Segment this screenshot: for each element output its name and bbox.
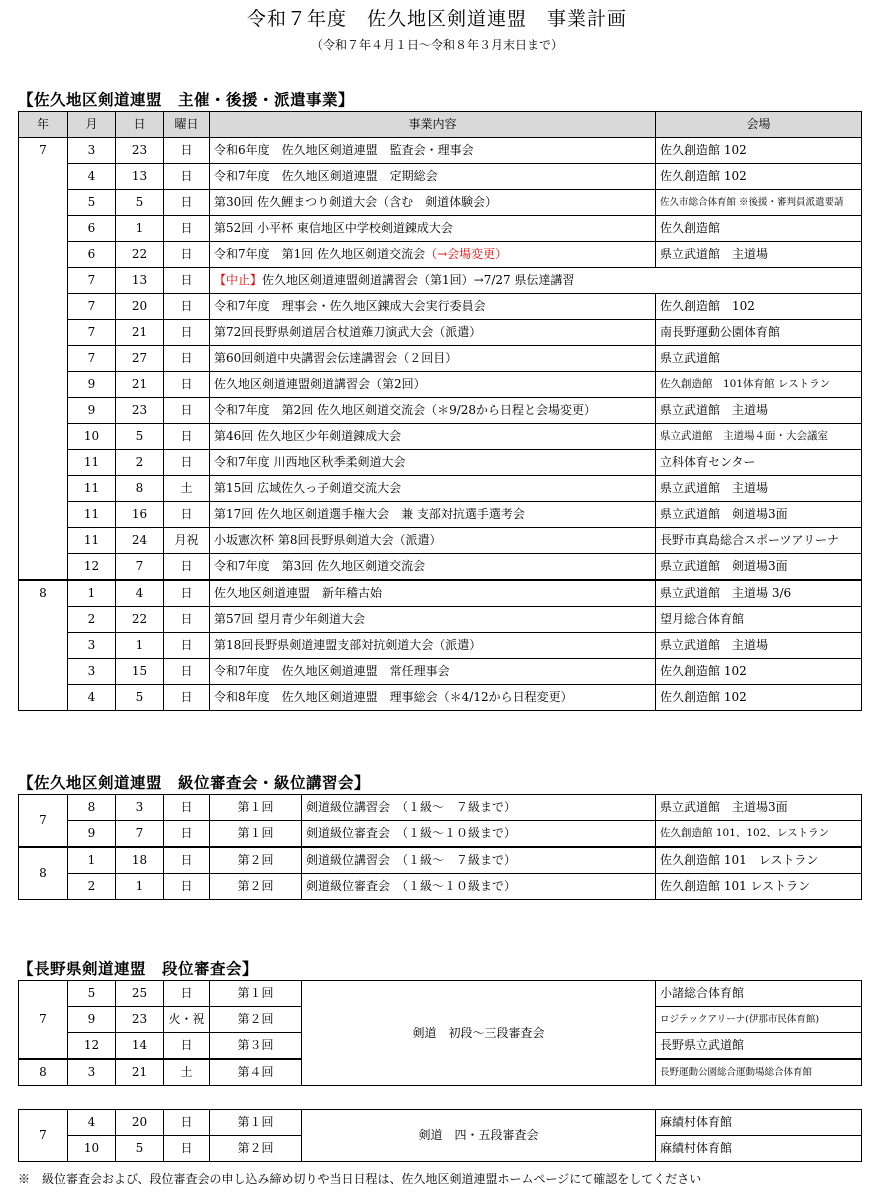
session-cell: 第２回 [210,1136,302,1162]
weekday-cell: 日 [164,398,210,424]
weekday-cell: 日 [164,1110,210,1136]
day-cell: 4 [116,580,164,607]
month-cell: 10 [68,1136,116,1162]
table-row [19,216,862,242]
day-cell: 22 [116,607,164,633]
day-cell: 23 [116,138,164,164]
day-cell: 13 [116,164,164,190]
content-text: 令和8年度 佐久地区剣道連盟 理事総会（＊4/12から日程変更） [214,690,573,704]
table-row [19,268,862,294]
month-cell: 3 [68,138,116,164]
content-cell [210,528,656,554]
footnote: ※ 級位審査会および、段位審査会の申し込み締め切りや当日日程は、佐久地区剣道連盟ホームページにて確認をしてください [18,1172,702,1186]
month-cell: 8 [68,795,116,821]
year-cell: 8 [19,1059,68,1086]
day-cell: 1 [116,633,164,659]
month-cell: 4 [68,1110,116,1136]
month-cell: 7 [68,320,116,346]
content-cell [210,164,656,190]
year-cell: 7 [19,138,68,581]
weekday-cell: 日 [164,450,210,476]
content-text: 令和6年度 佐久地区剣道連盟 監査会・理事会 [214,143,474,157]
content-text: 令和7年度 第2回 佐久地区剣道交流会（＊9/28から日程と会場変更） [214,403,597,417]
weekday-cell: 土 [164,1059,210,1086]
venue-cell: 佐久市総合体育館 ※後援・審判員派遣要請 [656,190,862,216]
content-text: 佐久地区剣道連盟剣道講習会（第1回）→7/27 県伝達講習 [262,273,575,287]
weekday-cell: 日 [164,138,210,164]
venue-cell: 佐久創造館 102 [656,138,862,164]
page-title: 令和７年度 佐久地区剣道連盟 事業計画 [246,8,627,30]
month-cell: 3 [68,1059,116,1086]
venue-cell: 麻績村体育館 [656,1136,862,1162]
content-text: 小坂憲次杯 第8回長野県剣道大会（派遣） [214,533,442,547]
venue-cell: 県立武道館 剣道場3面 [656,554,862,581]
month-cell: 5 [68,981,116,1007]
month-cell: 11 [68,476,116,502]
events-table [18,111,862,711]
header-venue: 会場 [656,112,862,138]
content-cell [210,294,656,320]
venue-cell: 佐久創造館 101 レストラン [656,847,862,874]
content-cell [210,268,862,294]
month-cell: 11 [68,502,116,528]
venue-cell: 県立武道館 [656,346,862,372]
month-cell: 3 [68,659,116,685]
weekday-cell: 日 [164,346,210,372]
venue-cell: 県立武道館 主道場 [656,398,862,424]
page-subtitle: （令和７年４月１日～令和８年３月末日まで） [310,38,563,52]
month-cell: 7 [68,346,116,372]
table-row [19,320,862,346]
session-cell: 第３回 [210,1033,302,1060]
venue-cell: 佐久創造館 102 [656,164,862,190]
day-cell: 25 [116,981,164,1007]
day-cell: 27 [116,346,164,372]
venue-cell: 県立武道館 主道場４面・大会議室 [656,424,862,450]
section2-title: 【佐久地区剣道連盟 級位審査会・級位講習会】 [18,773,371,792]
section3-title: 【長野県剣道連盟 段位審査会】 [18,959,259,978]
month-cell: 11 [68,450,116,476]
table-row [19,164,862,190]
venue-cell: ロジテックアリーナ(伊那市民体育館) [656,1007,862,1033]
month-cell: 9 [68,1007,116,1033]
month-cell: 12 [68,1033,116,1060]
day-cell: 16 [116,502,164,528]
table-row [19,372,862,398]
venue-cell: 佐久創造館 [656,216,862,242]
content-text: 第17回 佐久地区剣道選手権大会 兼 支部対抗選手選考会 [214,507,525,521]
content-text: 佐久地区剣道連盟剣道講習会（第2回） [214,377,426,391]
venue-cell: 佐久創造館 102 [656,685,862,711]
month-cell: 2 [68,874,116,900]
table-row [19,346,862,372]
weekday-cell: 日 [164,659,210,685]
venue-cell: 長野市真島総合スポーツアリーナ [656,528,862,554]
content-cell [210,138,656,164]
day-cell: 7 [116,821,164,848]
weekday-cell: 日 [164,981,210,1007]
day-cell: 8 [116,476,164,502]
weekday-cell: 月祝 [164,528,210,554]
year-cell: 7 [19,1110,68,1162]
month-cell: 12 [68,554,116,581]
month-cell: 11 [68,528,116,554]
content-text: 佐久地区剣道連盟 新年稽古始 [214,586,383,600]
day-cell: 23 [116,1007,164,1033]
day-cell: 23 [116,398,164,424]
content-cell [210,633,656,659]
content-cell [210,685,656,711]
weekday-cell: 日 [164,320,210,346]
content-text: 令和7年度 第1回 佐久地区剣道交流会 [214,247,426,261]
content-cell [210,242,656,268]
table-row [19,847,862,874]
table-row [19,502,862,528]
day-cell: 15 [116,659,164,685]
table-row [19,795,862,821]
venue-cell: 立科体育センター [656,450,862,476]
content-text: 令和7年度 川西地区秋季柔剣道大会 [214,455,406,469]
table-row [19,190,862,216]
month-cell: 2 [68,607,116,633]
table-row [19,554,862,581]
weekday-cell: 日 [164,685,210,711]
table-row [19,476,862,502]
venue-cell: 南長野運動公園体育館 [656,320,862,346]
content-text: 令和7年度 理事会・佐久地区錬成大会実行委員会 [214,299,486,313]
month-cell: 1 [68,580,116,607]
venue-cell: 県立武道館 主道場3面 [656,795,862,821]
weekday-cell: 土 [164,476,210,502]
table-row [19,1110,862,1136]
weekday-cell: 日 [164,1033,210,1060]
venue-cell: 県立武道館 剣道場3面 [656,502,862,528]
weekday-cell: 日 [164,372,210,398]
weekday-cell: 日 [164,242,210,268]
session-cell: 第４回 [210,1059,302,1086]
year-cell: 8 [19,580,68,711]
day-cell: 3 [116,795,164,821]
weekday-cell: 日 [164,607,210,633]
table-row [19,242,862,268]
month-cell: 1 [68,847,116,874]
content-cell: 剣道級位講習会 （１級～ ７級まで） [302,847,656,874]
venue-cell: 佐久創造館 102 [656,659,862,685]
content-cell [210,398,656,424]
content-cell: 剣道 初段～三段審査会 [302,981,656,1086]
session-cell: 第２回 [210,847,302,874]
content-cell [210,320,656,346]
day-cell: 5 [116,1136,164,1162]
venue-cell: 佐久創造館 101体育館 レストラン [656,372,862,398]
table-row [19,450,862,476]
table-row [19,981,862,1007]
content-cell: 剣道 四・五段審査会 [302,1110,656,1162]
content-text: 第60回剣道中央講習会伝達講習会（２回目） [214,351,458,365]
month-cell: 9 [68,398,116,424]
session-cell: 第１回 [210,1110,302,1136]
weekday-cell: 日 [164,424,210,450]
day-cell: 21 [116,372,164,398]
table-row [19,659,862,685]
day-cell: 22 [116,242,164,268]
weekday-cell: 日 [164,821,210,848]
content-cell: 剣道級位審査会 （１級～１０級まで） [302,874,656,900]
weekday-cell: 日 [164,847,210,874]
venue-cell: 望月総合体育館 [656,607,862,633]
day-cell: 14 [116,1033,164,1060]
content-text: 令和7年度 佐久地区剣道連盟 定期総会 [214,169,438,183]
weekday-cell: 日 [164,580,210,607]
weekday-cell: 日 [164,268,210,294]
content-text: 第15回 広域佐久っ子剣道交流大会 [214,481,402,495]
weekday-cell: 日 [164,554,210,581]
weekday-cell: 日 [164,1136,210,1162]
table-row [19,294,862,320]
weekday-cell: 日 [164,633,210,659]
year-cell: 7 [19,981,68,1060]
table-row [19,580,862,607]
month-cell: 9 [68,372,116,398]
content-cell [210,476,656,502]
weekday-cell: 日 [164,164,210,190]
weekday-cell: 日 [164,502,210,528]
day-cell: 2 [116,450,164,476]
venue-cell: 麻績村体育館 [656,1110,862,1136]
table-row [19,607,862,633]
month-cell: 6 [68,216,116,242]
venue-cell: 小諸総合体育館 [656,981,862,1007]
weekday-cell: 日 [164,216,210,242]
venue-cell: 佐久創造館 102 [656,294,862,320]
dan-exam-table-2 [18,1109,862,1162]
venue-cell: 県立武道館 主道場 [656,633,862,659]
section1-title: 【佐久地区剣道連盟 主催・後援・派遣事業】 [18,90,355,109]
header-day: 日 [116,112,164,138]
day-cell: 18 [116,847,164,874]
year-cell: 8 [19,847,68,900]
table-row [19,874,862,900]
header-content: 事業内容 [210,112,656,138]
content-text: 第30回 佐久鯉まつり剣道大会（含む 剣道体験会） [214,195,498,209]
table-row [19,398,862,424]
header-month: 月 [68,112,116,138]
content-cell [210,580,656,607]
month-cell: 10 [68,424,116,450]
month-cell: 3 [68,633,116,659]
venue-cell: 県立武道館 主道場 [656,476,862,502]
table-row [19,138,862,164]
month-cell: 6 [68,242,116,268]
content-text: 第18回長野県剣道連盟支部対抗剣道大会（派遣） [214,638,482,652]
day-cell: 20 [116,1110,164,1136]
session-cell: 第１回 [210,821,302,848]
content-cell [210,659,656,685]
header-weekday: 曜日 [164,112,210,138]
cancelled-label: 【中止】 [214,273,263,287]
content-cell [210,450,656,476]
content-cell [210,372,656,398]
session-cell: 第１回 [210,981,302,1007]
table-row [19,633,862,659]
content-cell [210,190,656,216]
day-cell: 21 [116,320,164,346]
table-row [19,528,862,554]
content-text: 第57回 望月青少年剣道大会 [214,612,366,626]
content-cell [210,554,656,581]
venue-cell: 長野県立武道館 [656,1033,862,1060]
session-cell: 第２回 [210,1007,302,1033]
session-cell: 第１回 [210,795,302,821]
weekday-cell: 日 [164,294,210,320]
day-cell: 24 [116,528,164,554]
venue-cell: 県立武道館 主道場 [656,242,862,268]
table-row [19,685,862,711]
venue-cell: 長野運動公園総合運動場総合体育館 [656,1059,862,1086]
day-cell: 5 [116,424,164,450]
change-note: （→会場変更） [425,247,508,261]
day-cell: 5 [116,190,164,216]
content-text: 第52回 小平杯 東信地区中学校剣道錬成大会 [214,221,453,235]
venue-cell: 佐久創造館 101 レストラン [656,874,862,900]
content-cell [210,502,656,528]
content-cell: 剣道級位講習会 （１級～ ７級まで） [302,795,656,821]
year-cell: 7 [19,795,68,848]
month-cell: 7 [68,294,116,320]
day-cell: 13 [116,268,164,294]
weekday-cell: 日 [164,874,210,900]
month-cell: 4 [68,685,116,711]
session-cell: 第２回 [210,874,302,900]
day-cell: 1 [116,874,164,900]
weekday-cell: 火・祝 [164,1007,210,1033]
day-cell: 7 [116,554,164,581]
content-cell [210,607,656,633]
content-cell [210,216,656,242]
month-cell: 4 [68,164,116,190]
venue-cell: 佐久創造館 101、102、レストラン [656,821,862,848]
month-cell: 7 [68,268,116,294]
kyu-exam-table [18,794,862,900]
day-cell: 5 [116,685,164,711]
content-text: 令和7年度 第3回 佐久地区剣道交流会 [214,559,426,573]
header-year: 年 [19,112,68,138]
month-cell: 5 [68,190,116,216]
day-cell: 21 [116,1059,164,1086]
venue-cell: 県立武道館 主道場 3/6 [656,580,862,607]
content-text: 第46回 佐久地区少年剣道錬成大会 [214,429,402,443]
content-text: 第72回長野県剣道居合杖道薙刀演武大会（派遣） [214,325,482,339]
weekday-cell: 日 [164,795,210,821]
month-cell: 9 [68,821,116,848]
day-cell: 1 [116,216,164,242]
content-cell: 剣道級位審査会 （１級～１０級まで） [302,821,656,848]
content-cell [210,424,656,450]
weekday-cell: 日 [164,190,210,216]
content-cell [210,346,656,372]
content-text: 令和7年度 佐久地区剣道連盟 常任理事会 [214,664,450,678]
table-row [19,821,862,848]
dan-exam-table-1 [18,980,862,1086]
day-cell: 20 [116,294,164,320]
table-row [19,424,862,450]
